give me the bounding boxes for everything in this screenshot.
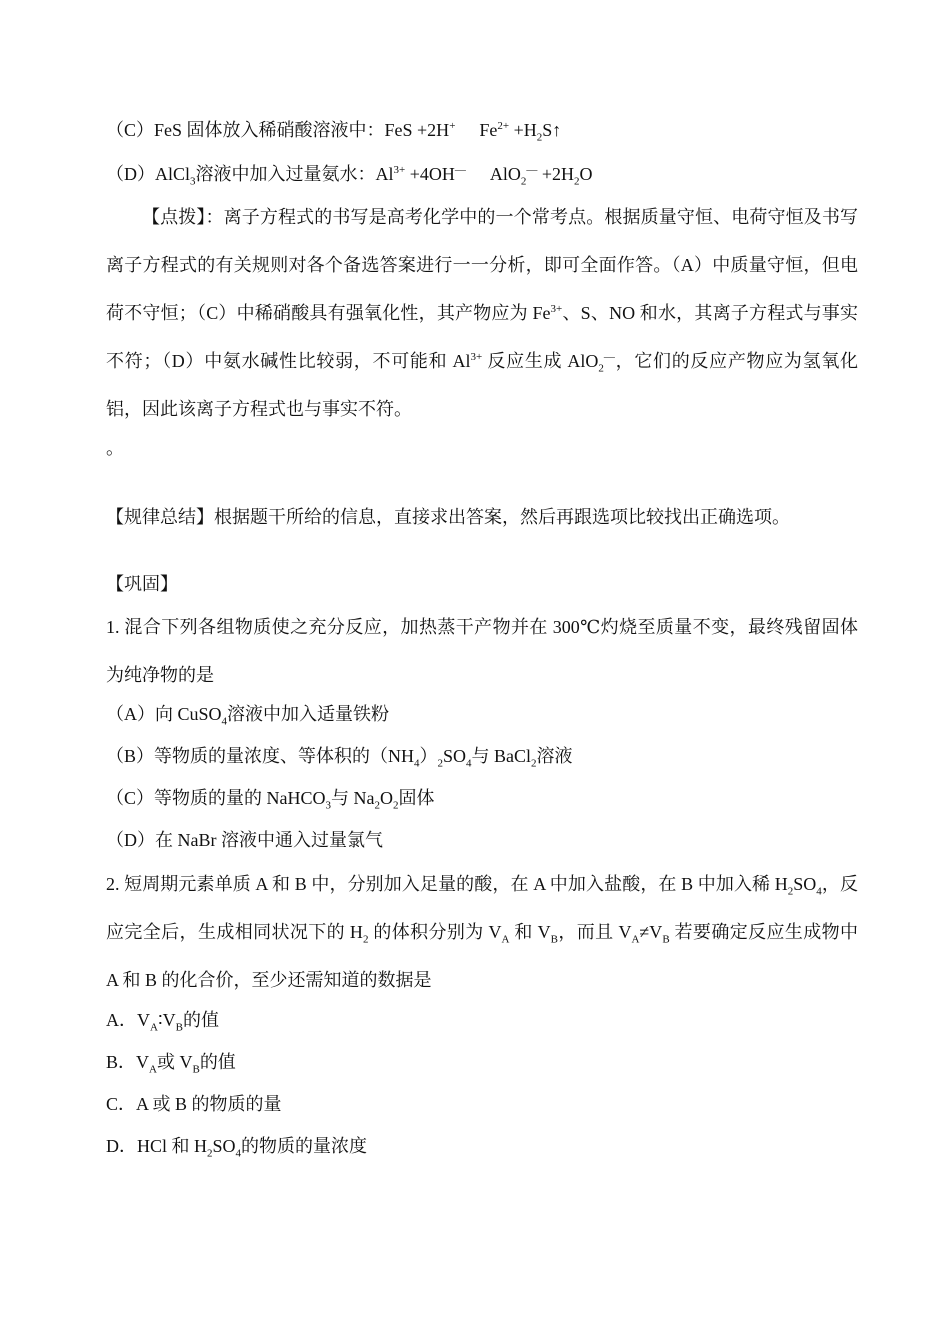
- question-2-option-a: A．$V_A∶V_B$的值: [106, 1010, 219, 1034]
- option-d-prev: （D）AlCl$_3$溶液中加入过量氨水：$Al^{3+} +4OH^—$ $AlO_2^— +2H_2O$: [106, 164, 593, 188]
- tip-paragraph: 【点拨】：离子方程式的书写是高考化学中的一个常考点。根据质量守恒、电荷守恒及书写离子方程式的有关规则对各个备选答案进行一一分析，即可全面作答。（A）中质量守恒，但电荷不守恒；（C）中稀硝酸具有强氧化性，其产物应为 $Fe^{3+}$、S、NO 和水，其离子方程式与事实不符；（D）中氨水碱性比较弱，不可能和 $Al^{3+}$ 反应生成 AlO$_2$—，它们的反应产物应为氢氧化铝，因此该离子方程式也与事实不符。: [106, 207, 859, 419]
- consolidate-heading: 【巩固】: [106, 574, 178, 594]
- trailing-period: 。: [106, 438, 124, 458]
- option-c-prev: （C）FeS 固体放入稀硝酸溶液中：FeS +2H+ $Fe^{2+}$ $+H_2S↑$: [106, 120, 562, 144]
- question-1-option-c: （C）等物质的量的 NaHCO$_3$与 $Na_2O_2$固体: [106, 788, 435, 812]
- question-2-option-d: D．HCl 和 $H_2SO_4$的物质的量浓度: [106, 1136, 368, 1160]
- question-1-option-d: （D）在 NaBr 溶液中通入过量氯气: [106, 830, 383, 850]
- rule-summary: 【规律总结】根据题干所给的信息，直接求出答案，然后再跟选项比较找出正确选项。: [106, 507, 790, 527]
- question-2-option-c: C．A 或 B 的物质的量: [106, 1094, 282, 1114]
- question-1-option-a: （A）向 CuSO$_4$溶液中加入适量铁粉: [106, 704, 390, 728]
- question-2-option-b: B．$V_A$或 $V_B$的值: [106, 1052, 236, 1076]
- question-2-stem: 2. 短周期元素单质 A 和 B 中，分别加入足量的酸，在 A 中加入盐酸，在 B 中加入稀 $H_2SO_4$，反应完全后，生成相同状况下的 $H_2$ 的体积分别为 $V_A$ 和 $V_B$，而且 $V_A\ne V_B$ 若要确定反应生成物中 A 和 B 的化合价，至少还需知道的数据是: [106, 874, 859, 990]
- question-1-stem: 1. 混合下列各组物质使之充分反应，加热蒸干产物并在 300℃灼烧至质量不变，最终残留固体为纯净物的是: [106, 617, 858, 685]
- question-1-option-b: （B）等物质的量浓度、等体积的$(NH_4)_2SO_4$与 BaCl$_2$溶液: [106, 746, 573, 770]
